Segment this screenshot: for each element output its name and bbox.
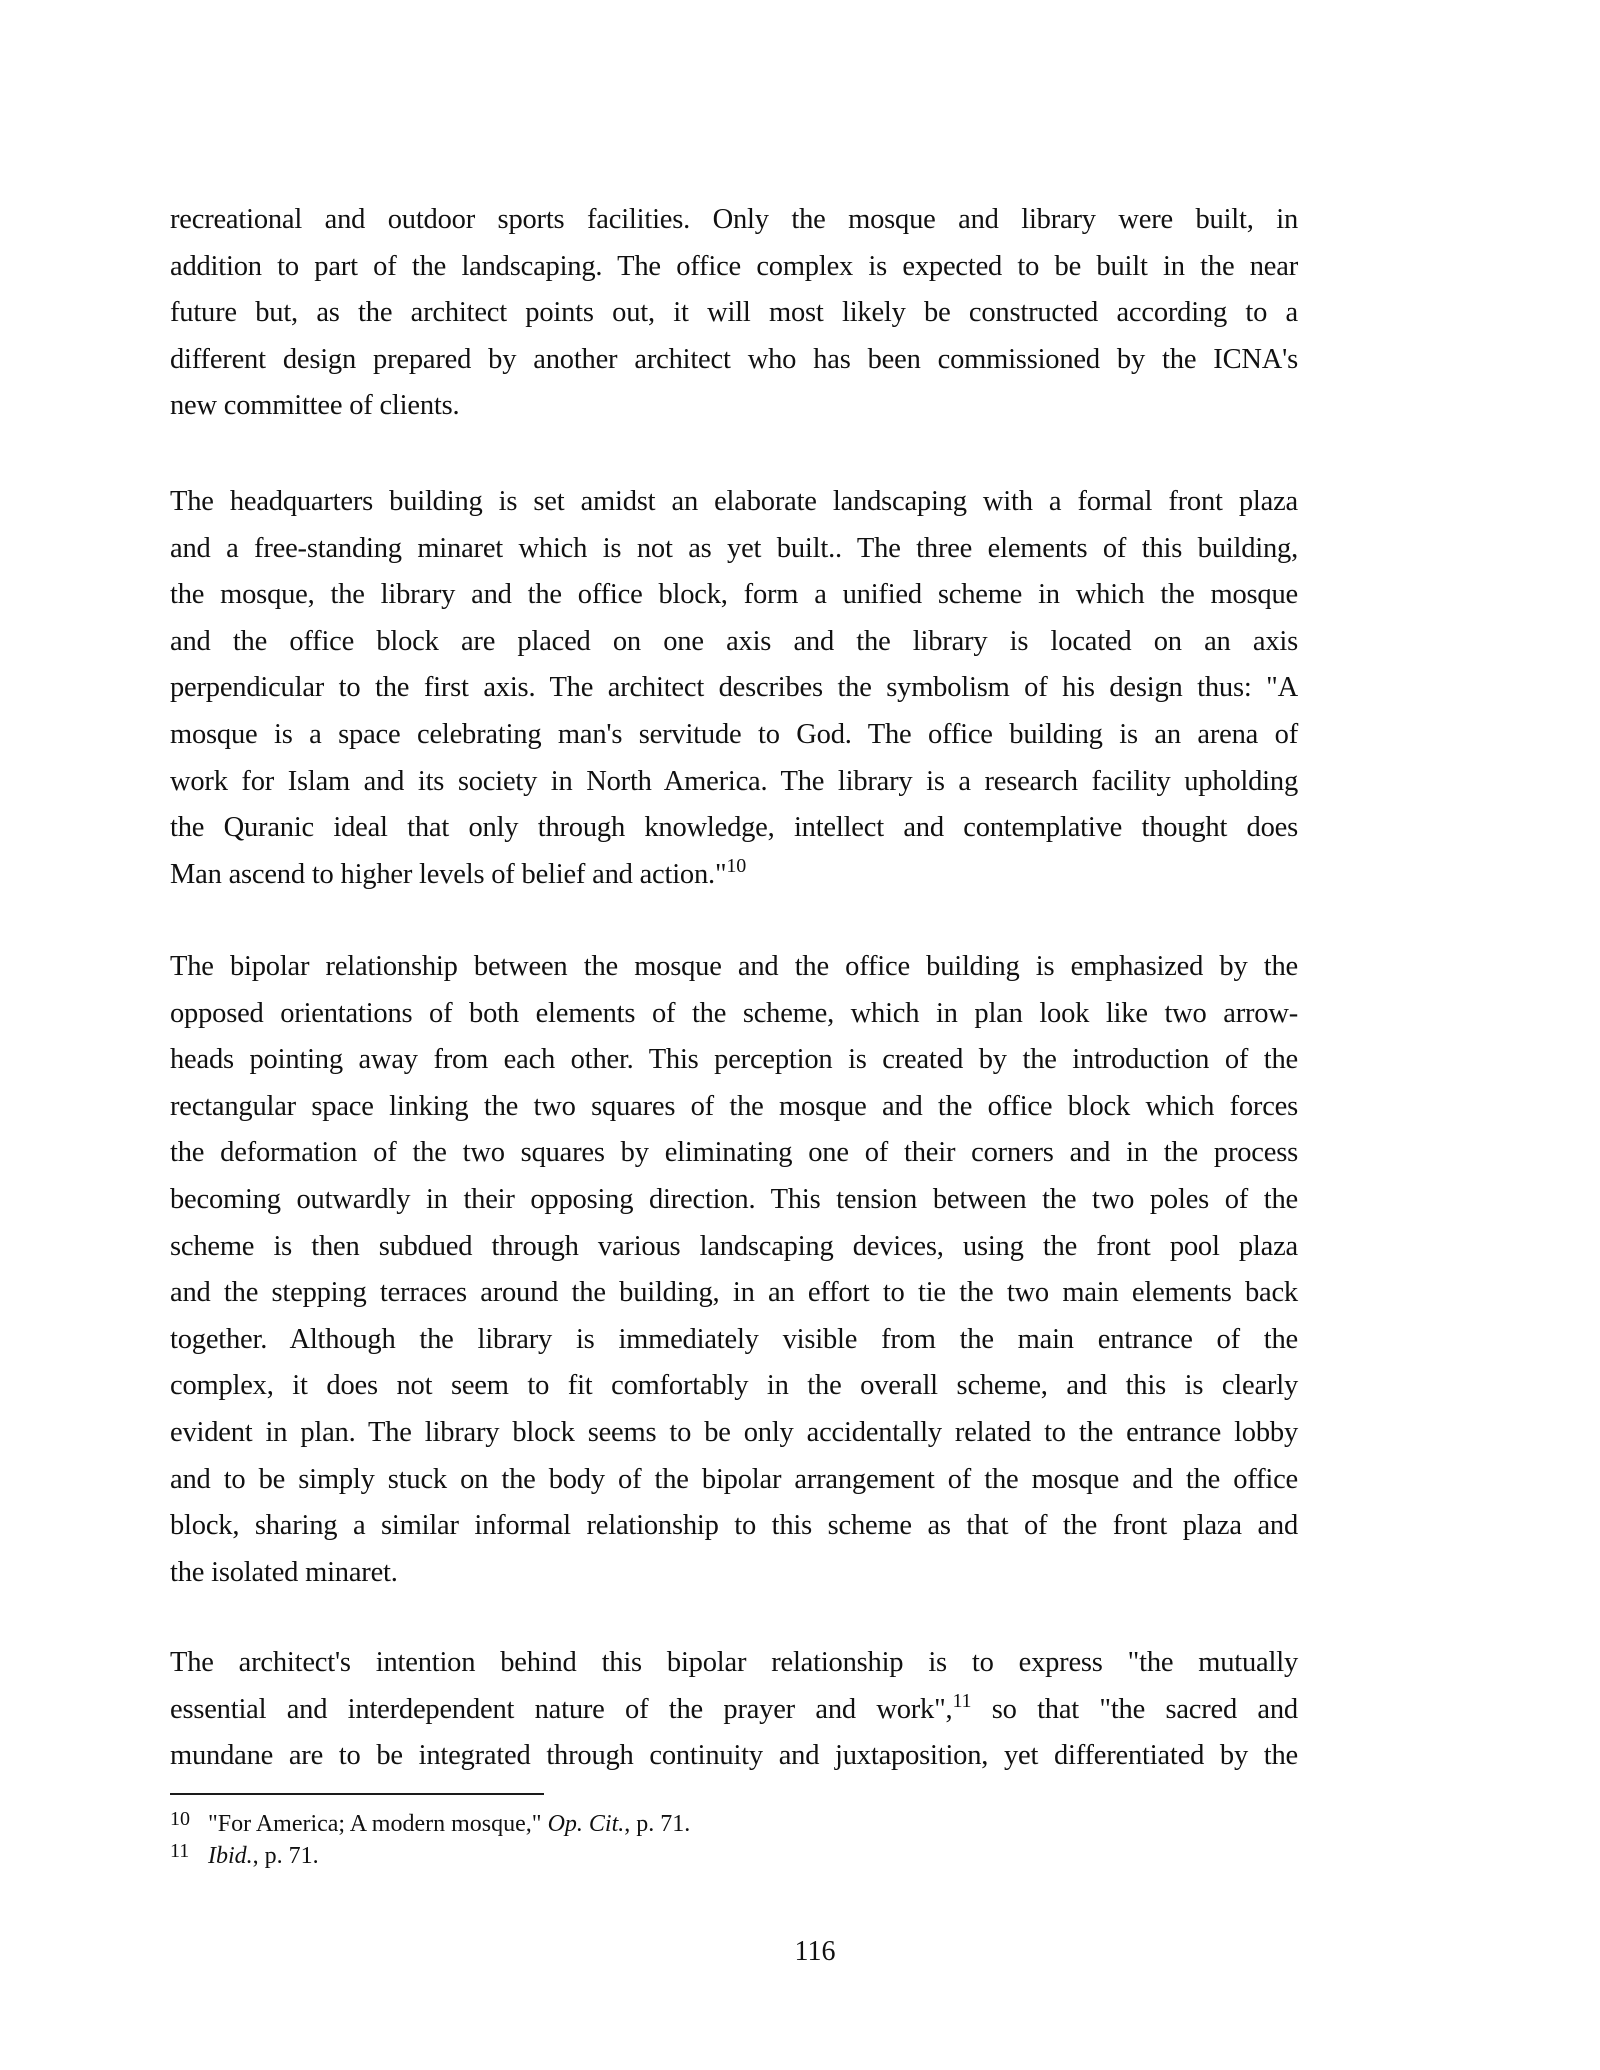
text-line: together. Although the library is immediately visible from the main entrance of the xyxy=(170,1323,1298,1355)
text-line: scheme is then subdued through various landscaping devices, using the front pool plaza xyxy=(170,1230,1298,1262)
text-line: mundane are to be integrated through continuity and juxtaposition, yet differentiated by the xyxy=(170,1740,1298,1772)
text-line: and the stepping terraces around the building, in an effort to tie the two main elements back xyxy=(170,1277,1298,1309)
text-line: evident in plan. The library block seems to be only accidentally related to the entrance lobby xyxy=(170,1416,1298,1448)
text-line-content: so that "the sacred and xyxy=(971,1693,1298,1725)
footnote-10 xyxy=(170,1808,1070,1840)
paragraph-3 xyxy=(170,944,1298,1596)
text-line: recreational and outdoor sports facilities. Only the mosque and library were built, in xyxy=(170,204,1298,235)
text-line: addition to part of the landscaping. The office complex is expected to be built in the near xyxy=(170,250,1298,282)
footnote-reference-11[interactable]: 11 xyxy=(952,1689,972,1712)
footnote-divider xyxy=(170,1793,544,1795)
text-line-content: essential and interdependent nature of the prayer and work", xyxy=(170,1693,953,1725)
footnote-text xyxy=(208,1840,319,1872)
page-number: 116 xyxy=(794,1936,836,1967)
text-line xyxy=(170,852,1298,899)
text-line: new committee of clients. xyxy=(170,390,460,422)
text-line: and a free-standing minaret which is not as yet built.. The three elements of this building, xyxy=(170,532,1298,564)
text-line xyxy=(170,1687,1298,1734)
text-line: perpendicular to the first axis. The architect describes the symbolism of his design thus: "A xyxy=(170,672,1298,704)
footnote-text-plain: "For America; A modern mosque," xyxy=(208,1811,548,1837)
footnote-text-after: , p. 71. xyxy=(252,1843,319,1869)
text-line-content: Man ascend to higher levels of belief and action." xyxy=(170,858,727,890)
paragraph-1 xyxy=(170,197,1298,430)
text-line: rectangular space linking the two squares of the mosque and the office block which forces xyxy=(170,1090,1298,1122)
text-line: and to be simply stuck on the body of the bipolar arrangement of the mosque and the office xyxy=(170,1463,1298,1495)
text-line: heads pointing away from each other. This perception is created by the introduction of the xyxy=(170,1044,1298,1076)
text-line: the mosque, the library and the office block, form a unified scheme in which the mosque xyxy=(170,579,1298,611)
text-line: complex, it does not seem to fit comfortably in the overall scheme, and this is clearly xyxy=(170,1370,1298,1402)
footnote-number: 11 xyxy=(170,1840,190,1862)
footnote-11 xyxy=(170,1840,1070,1872)
footnotes xyxy=(170,1808,1070,1872)
text-line: and the office block are placed on one axis and the library is located on an axis xyxy=(170,625,1298,657)
footnote-text-italic: Ibid. xyxy=(208,1843,253,1869)
text-line: future but, as the architect points out, it will most likely be constructed according to a xyxy=(170,297,1298,329)
text-line: becoming outwardly in their opposing direction. This tension between the two poles of the xyxy=(170,1183,1298,1215)
text-line: the deformation of the two squares by eliminating one of their corners and in the process xyxy=(170,1137,1298,1169)
footnote-reference-10[interactable]: 10 xyxy=(726,854,747,877)
text-line: mosque is a space celebrating man's servitude to God. The office building is an arena of xyxy=(170,718,1298,750)
text-line: The architect's intention behind this bipolar relationship is to express "the mutually xyxy=(170,1647,1298,1678)
text-line: the isolated minaret. xyxy=(170,1556,398,1588)
text-line: different design prepared by another architect who has been commissioned by the ICNA's xyxy=(170,343,1298,375)
text-line: the Quranic ideal that only through knowledge, intellect and contemplative thought does xyxy=(170,812,1298,844)
text-line: opposed orientations of both elements of the scheme, which in plan look like two arrow- xyxy=(170,997,1298,1029)
footnote-text-after: , p. 71. xyxy=(624,1811,691,1837)
footnote-text xyxy=(208,1808,690,1840)
text-line: The headquarters building is set amidst an elaborate landscaping with a formal front plaza xyxy=(170,486,1298,517)
paragraph-4 xyxy=(170,1640,1298,1780)
footnote-number: 10 xyxy=(170,1808,190,1830)
footnote-text-italic: Op. Cit. xyxy=(547,1811,625,1837)
text-line: The bipolar relationship between the mosque and the office building is emphasized by the xyxy=(170,951,1298,982)
text-line: work for Islam and its society in North America. The library is a research facility upholding xyxy=(170,765,1298,797)
text-line: block, sharing a similar informal relationship to this scheme as that of the front plaza and xyxy=(170,1510,1298,1542)
paragraph-2 xyxy=(170,479,1298,898)
